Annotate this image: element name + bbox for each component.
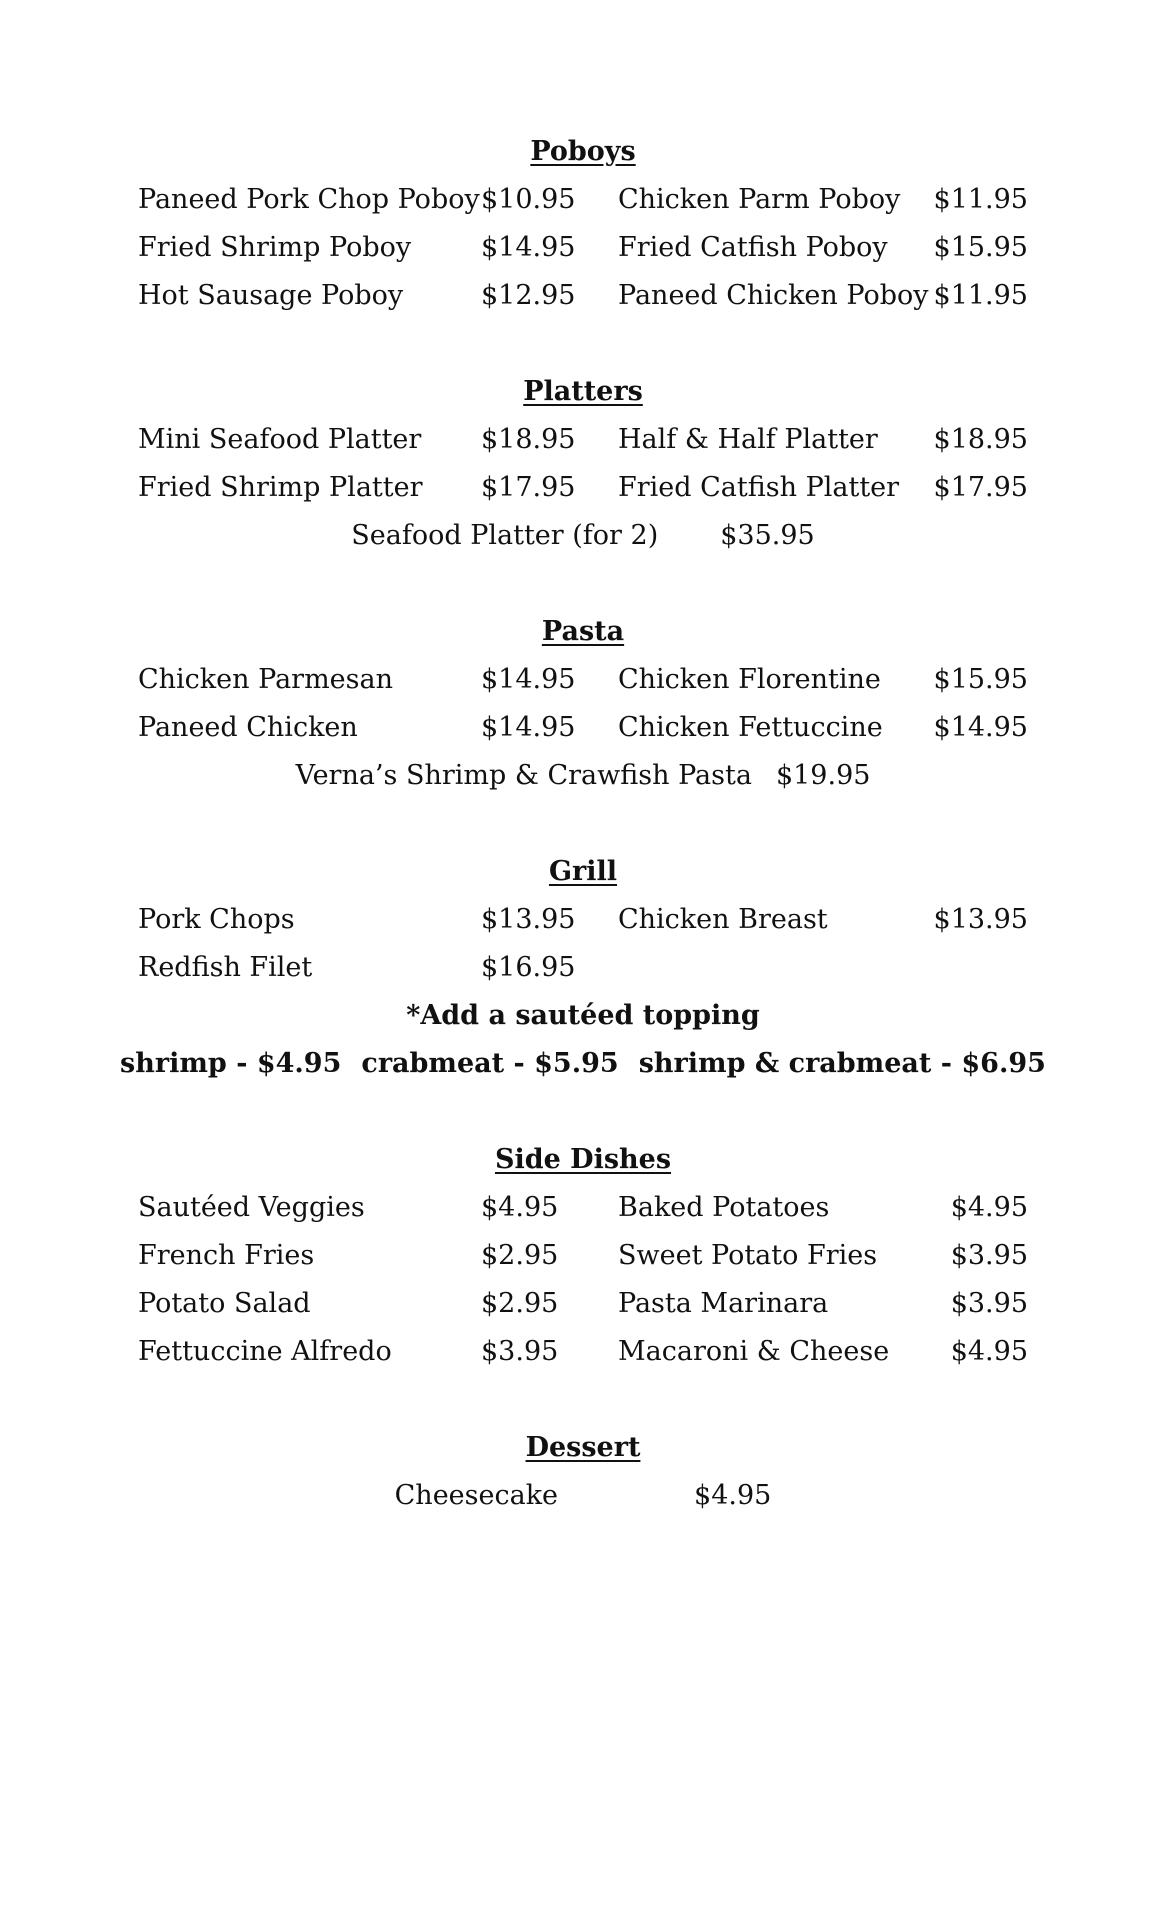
item-name: Potato Salad bbox=[138, 1288, 311, 1319]
featured-item-row bbox=[0, 518, 1166, 554]
topping-note: *Add a sautéed topping bbox=[406, 1000, 760, 1031]
menu-row bbox=[0, 1190, 1166, 1226]
item-price: $11.95 bbox=[933, 184, 1028, 215]
item-price: $12.95 bbox=[481, 280, 576, 311]
topping-option: crabmeat - $5.95 bbox=[361, 1048, 619, 1079]
item-name: Chicken Breast bbox=[618, 904, 828, 935]
item-name: Chicken Parm Poboy bbox=[618, 184, 901, 215]
item-name: Fried Shrimp Poboy bbox=[138, 232, 412, 263]
item-price: $4.95 bbox=[694, 1480, 772, 1511]
item-price: $17.95 bbox=[481, 472, 576, 503]
item-name: Fried Catfish Platter bbox=[618, 472, 900, 503]
item-name: Chicken Parmesan bbox=[138, 664, 393, 695]
menu-row bbox=[0, 710, 1166, 746]
item-price: $14.95 bbox=[481, 232, 576, 263]
menu-row bbox=[0, 182, 1166, 218]
item-name: Verna’s Shrimp & Crawfish Pasta bbox=[295, 760, 752, 791]
item-price: $13.95 bbox=[481, 904, 576, 935]
item-name: Fried Shrimp Platter bbox=[138, 472, 423, 503]
item-price: $3.95 bbox=[950, 1240, 1028, 1271]
item-price: $35.95 bbox=[720, 520, 815, 551]
item-price: $19.95 bbox=[775, 760, 871, 791]
item-name: Half & Half Platter bbox=[618, 424, 878, 455]
item-name: Chicken Fettuccine bbox=[618, 712, 883, 743]
item-price: $10.95 bbox=[481, 184, 576, 215]
featured-item-row bbox=[0, 758, 1166, 794]
item-name: Sautéed Veggies bbox=[138, 1192, 365, 1223]
item-name: Chicken Florentine bbox=[618, 664, 881, 695]
menu-row bbox=[0, 422, 1166, 458]
topping-options bbox=[0, 1046, 1166, 1082]
item-name: Mini Seafood Platter bbox=[138, 424, 422, 455]
item-price: $14.95 bbox=[481, 712, 576, 743]
item-price: $2.95 bbox=[481, 1240, 559, 1271]
item-name: Pasta Marinara bbox=[618, 1288, 829, 1319]
item-price: $11.95 bbox=[933, 280, 1028, 311]
item-name: Fried Catfish Poboy bbox=[618, 232, 888, 263]
section-heading-poboys: Poboys bbox=[530, 136, 636, 167]
item-name: Cheesecake bbox=[394, 1480, 559, 1511]
item-price: $4.95 bbox=[950, 1336, 1028, 1367]
section-heading-grill: Grill bbox=[548, 856, 618, 887]
item-price: $3.95 bbox=[481, 1336, 559, 1367]
item-name: Baked Potatoes bbox=[618, 1192, 830, 1223]
menu-row bbox=[0, 470, 1166, 506]
menu-row bbox=[0, 902, 1166, 938]
item-price: $3.95 bbox=[950, 1288, 1028, 1319]
item-price: $17.95 bbox=[933, 472, 1028, 503]
menu-row bbox=[0, 278, 1166, 314]
item-price: $15.95 bbox=[933, 232, 1028, 263]
section-heading-side-dishes: Side Dishes bbox=[494, 1144, 672, 1175]
item-name: Paneed Pork Chop Poboy bbox=[138, 184, 480, 215]
section-heading-pasta: Pasta bbox=[541, 616, 625, 647]
item-name: Sweet Potato Fries bbox=[618, 1240, 878, 1271]
item-price: $2.95 bbox=[481, 1288, 559, 1319]
section-heading-platters: Platters bbox=[523, 376, 643, 407]
item-price: $18.95 bbox=[933, 424, 1028, 455]
item-name: Paneed Chicken bbox=[138, 712, 358, 743]
item-name: Seafood Platter (for 2) bbox=[351, 520, 659, 551]
item-name: Hot Sausage Poboy bbox=[138, 280, 404, 311]
menu-row bbox=[0, 662, 1166, 698]
topping-option: shrimp - $4.95 bbox=[120, 1048, 342, 1079]
item-name: Macaroni & Cheese bbox=[618, 1336, 890, 1367]
topping-option: shrimp & crabmeat - $6.95 bbox=[638, 1048, 1046, 1079]
item-price: $15.95 bbox=[933, 664, 1028, 695]
item-price: $13.95 bbox=[933, 904, 1028, 935]
item-name: Paneed Chicken Poboy bbox=[618, 280, 929, 311]
menu-row bbox=[0, 1238, 1166, 1274]
item-name: Redfish Filet bbox=[138, 952, 313, 983]
item-price: $4.95 bbox=[950, 1192, 1028, 1223]
section-heading-dessert: Dessert bbox=[525, 1432, 641, 1463]
item-name: French Fries bbox=[138, 1240, 315, 1271]
featured-item-row bbox=[0, 1478, 1166, 1514]
item-price: $16.95 bbox=[481, 952, 576, 983]
item-name: Fettuccine Alfredo bbox=[138, 1336, 392, 1367]
item-price: $18.95 bbox=[481, 424, 576, 455]
item-name: Pork Chops bbox=[138, 904, 295, 935]
item-price: $14.95 bbox=[481, 664, 576, 695]
menu-row bbox=[0, 950, 1166, 986]
item-price: $4.95 bbox=[481, 1192, 559, 1223]
menu-row bbox=[0, 1334, 1166, 1370]
item-price: $14.95 bbox=[933, 712, 1028, 743]
menu-row bbox=[0, 1286, 1166, 1322]
menu-row bbox=[0, 230, 1166, 266]
